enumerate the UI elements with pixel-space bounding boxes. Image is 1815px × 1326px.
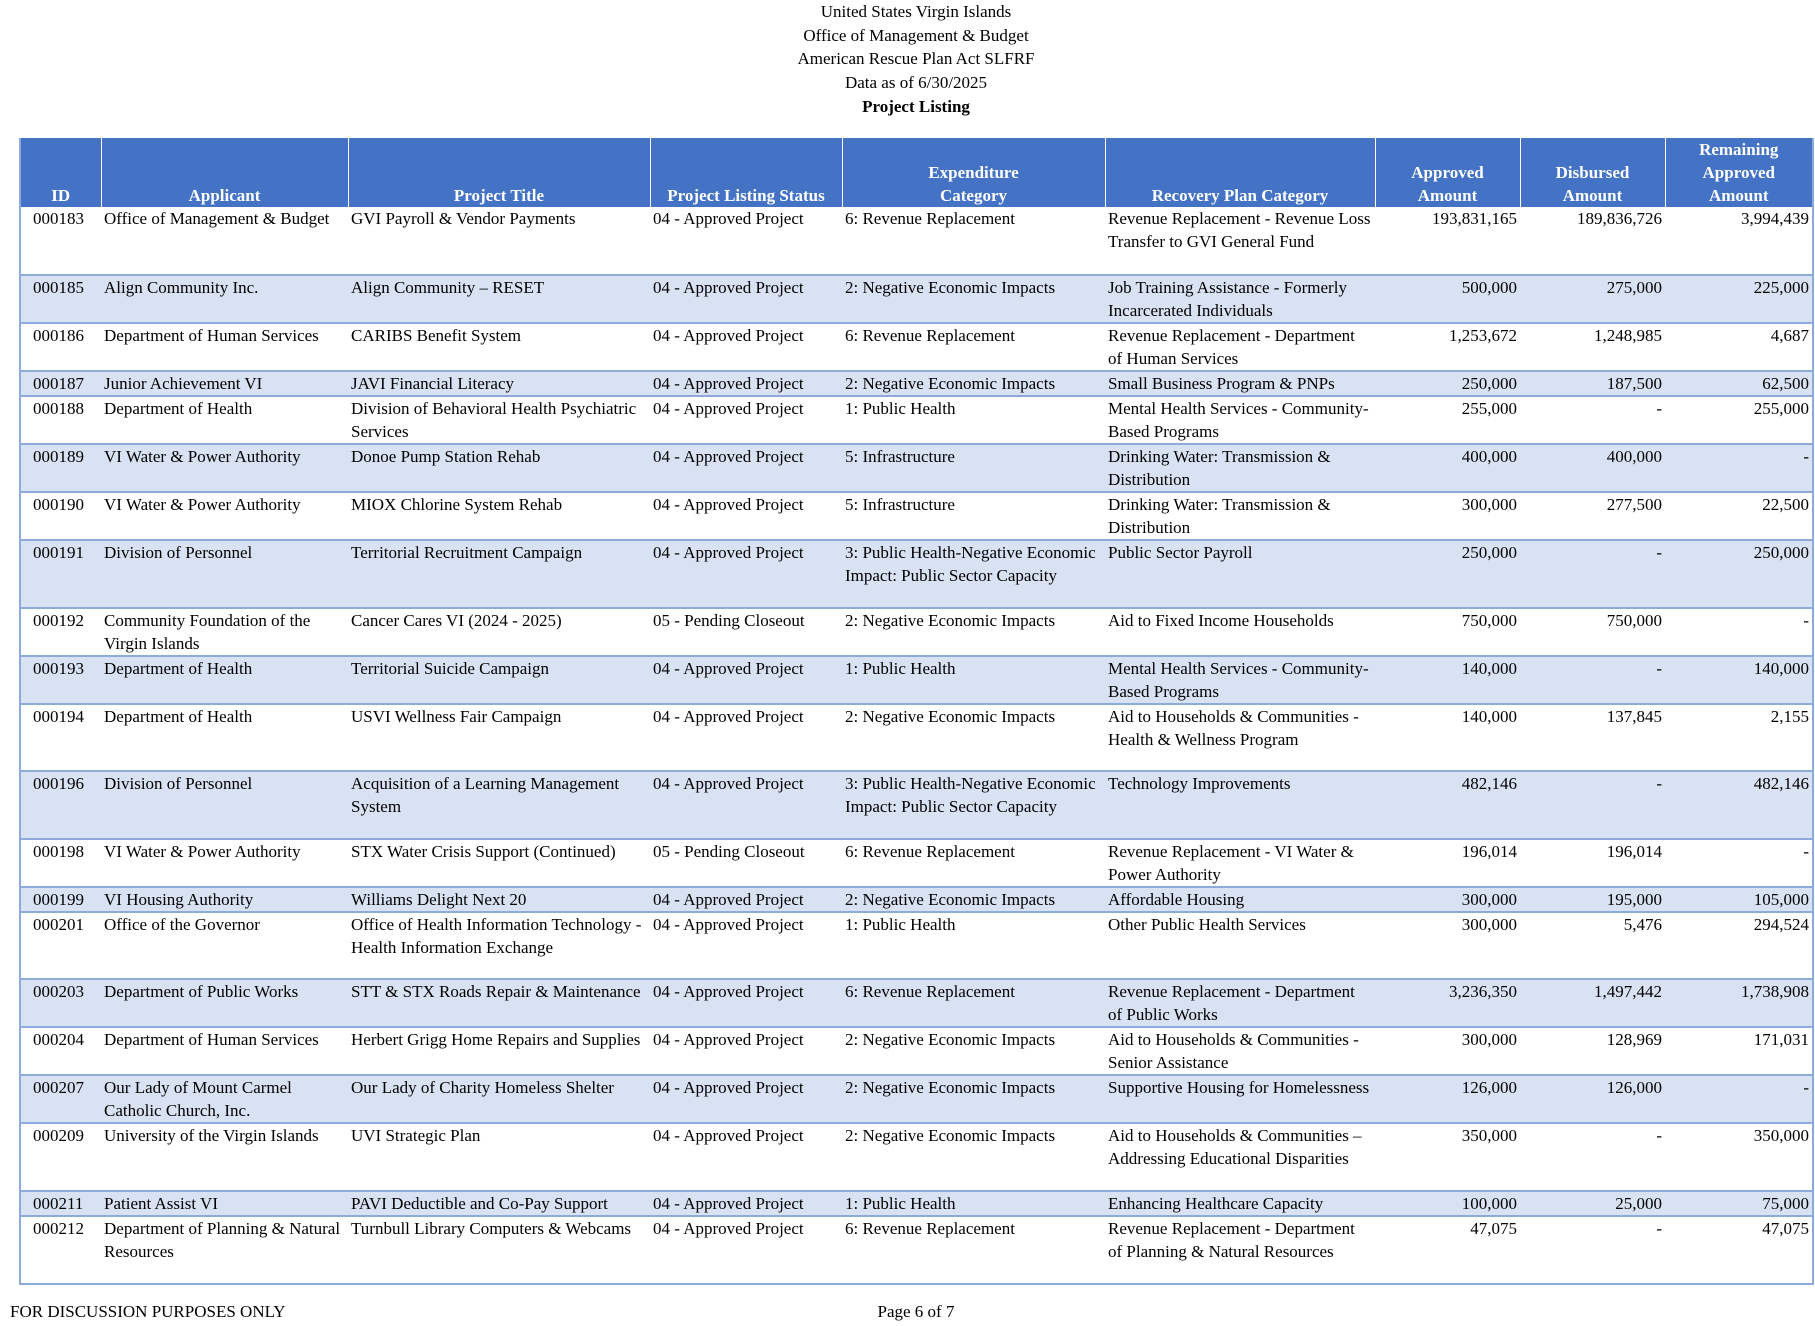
cell-project-title: Align Community – RESET (348, 275, 650, 323)
cell-status: 04 - Approved Project (650, 1123, 842, 1191)
cell-approved-amount: 250,000 (1375, 371, 1520, 396)
cell-status: 05 - Pending Closeout (650, 608, 842, 656)
cell-id: 000207 (20, 1075, 101, 1123)
cell-project-title: PAVI Deductible and Co-Pay Support (348, 1191, 650, 1216)
table-row (20, 275, 1813, 323)
column-header-disbursed-amount: Disbursed Amount (1520, 138, 1665, 207)
cell-id: 000186 (20, 323, 101, 371)
cell-status: 04 - Approved Project (650, 1216, 842, 1284)
table-row (20, 656, 1813, 704)
cell-applicant: Department of Health (101, 704, 348, 771)
cell-applicant: Department of Health (101, 396, 348, 444)
cell-applicant: Department of Planning & Natural Resources (101, 1216, 348, 1284)
cell-id: 000190 (20, 492, 101, 540)
cell-id: 000212 (20, 1216, 101, 1284)
cell-remaining-amount: 250,000 (1665, 540, 1813, 608)
cell-approved-amount: 100,000 (1375, 1191, 1520, 1216)
cell-disbursed-amount: 189,836,726 (1520, 207, 1665, 275)
cell-recovery-plan-category: Aid to Households & Communities – Addressing Educational Disparities (1105, 1123, 1375, 1191)
column-header-project-title: Project Title (348, 138, 650, 207)
table-row (20, 1216, 1813, 1284)
report-title: Project Listing (862, 96, 970, 116)
cell-recovery-plan-category: Other Public Health Services (1105, 912, 1375, 979)
cell-remaining-amount: 4,687 (1665, 323, 1813, 371)
cell-status: 04 - Approved Project (650, 540, 842, 608)
cell-recovery-plan-category: Affordable Housing (1105, 887, 1375, 912)
cell-applicant: Community Foundation of the Virgin Islands (101, 608, 348, 656)
cell-applicant: University of the Virgin Islands (101, 1123, 348, 1191)
cell-recovery-plan-category: Supportive Housing for Homelessness (1105, 1075, 1375, 1123)
cell-approved-amount: 300,000 (1375, 912, 1520, 979)
cell-remaining-amount: - (1665, 839, 1813, 887)
cell-disbursed-amount: 126,000 (1520, 1075, 1665, 1123)
cell-approved-amount: 350,000 (1375, 1123, 1520, 1191)
cell-approved-amount: 140,000 (1375, 656, 1520, 704)
cell-expenditure-category: 6: Revenue Replacement (842, 207, 1105, 275)
cell-id: 000187 (20, 371, 101, 396)
cell-approved-amount: 300,000 (1375, 1027, 1520, 1075)
cell-applicant: Department of Health (101, 656, 348, 704)
cell-expenditure-category: 6: Revenue Replacement (842, 839, 1105, 887)
cell-recovery-plan-category: Revenue Replacement - Department of Planning & Natural Resources (1105, 1216, 1375, 1284)
table-row (20, 444, 1813, 492)
cell-project-title: UVI Strategic Plan (348, 1123, 650, 1191)
cell-expenditure-category: 1: Public Health (842, 1191, 1105, 1216)
cell-disbursed-amount: - (1520, 1123, 1665, 1191)
cell-approved-amount: 196,014 (1375, 839, 1520, 887)
cell-project-title: USVI Wellness Fair Campaign (348, 704, 650, 771)
cell-expenditure-category: 2: Negative Economic Impacts (842, 887, 1105, 912)
cell-expenditure-category: 3: Public Health-Negative Economic Impact: Public Sector Capacity (842, 540, 1105, 608)
cell-disbursed-amount: 275,000 (1520, 275, 1665, 323)
cell-id: 000211 (20, 1191, 101, 1216)
cell-project-title: CARIBS Benefit System (348, 323, 650, 371)
cell-remaining-amount: - (1665, 1075, 1813, 1123)
cell-project-title: Acquisition of a Learning Management System (348, 771, 650, 839)
column-header-status: Project Listing Status (650, 138, 842, 207)
table-row (20, 396, 1813, 444)
column-header-applicant: Applicant (101, 138, 348, 207)
table-row (20, 887, 1813, 912)
cell-status: 04 - Approved Project (650, 323, 842, 371)
cell-id: 000183 (20, 207, 101, 275)
cell-approved-amount: 1,253,672 (1375, 323, 1520, 371)
cell-applicant: VI Water & Power Authority (101, 839, 348, 887)
cell-remaining-amount: 62,500 (1665, 371, 1813, 396)
cell-approved-amount: 3,236,350 (1375, 979, 1520, 1027)
cell-project-title: MIOX Chlorine System Rehab (348, 492, 650, 540)
cell-status: 04 - Approved Project (650, 275, 842, 323)
cell-recovery-plan-category: Revenue Replacement - Department of Public Works (1105, 979, 1375, 1027)
table-row (20, 979, 1813, 1027)
cell-project-title: Cancer Cares VI (2024 - 2025) (348, 608, 650, 656)
cell-disbursed-amount: - (1520, 1216, 1665, 1284)
cell-id: 000204 (20, 1027, 101, 1075)
cell-expenditure-category: 6: Revenue Replacement (842, 979, 1105, 1027)
cell-recovery-plan-category: Aid to Households & Communities - Health & Wellness Program (1105, 704, 1375, 771)
cell-status: 04 - Approved Project (650, 396, 842, 444)
cell-applicant: Department of Public Works (101, 979, 348, 1027)
cell-id: 000191 (20, 540, 101, 608)
column-header-recovery-plan-category: Recovery Plan Category (1105, 138, 1375, 207)
cell-expenditure-category: 2: Negative Economic Impacts (842, 704, 1105, 771)
table-row (20, 608, 1813, 656)
column-header-remaining-amount: Remaining Approved Amount (1665, 138, 1813, 207)
cell-id: 000199 (20, 887, 101, 912)
header-line-date: Data as of 6/30/2025 (844, 73, 988, 93)
cell-disbursed-amount: 196,014 (1520, 839, 1665, 887)
cell-status: 04 - Approved Project (650, 492, 842, 540)
cell-recovery-plan-category: Revenue Replacement - Department of Human Services (1105, 323, 1375, 371)
cell-applicant: Patient Assist VI (101, 1191, 348, 1216)
cell-applicant: Division of Personnel (101, 540, 348, 608)
cell-project-title: GVI Payroll & Vendor Payments (348, 207, 650, 275)
cell-id: 000203 (20, 979, 101, 1027)
cell-recovery-plan-category: Mental Health Services - Community-Based Programs (1105, 396, 1375, 444)
cell-recovery-plan-category: Drinking Water: Transmission & Distribution (1105, 492, 1375, 540)
cell-approved-amount: 255,000 (1375, 396, 1520, 444)
cell-expenditure-category: 6: Revenue Replacement (842, 323, 1105, 371)
cell-remaining-amount: 225,000 (1665, 275, 1813, 323)
table-row (20, 1075, 1813, 1123)
cell-status: 04 - Approved Project (650, 704, 842, 771)
column-header-expenditure-category: Expenditure Category (842, 138, 1105, 207)
cell-applicant: VI Water & Power Authority (101, 492, 348, 540)
cell-disbursed-amount: 750,000 (1520, 608, 1665, 656)
cell-expenditure-category: 2: Negative Economic Impacts (842, 1075, 1105, 1123)
cell-status: 04 - Approved Project (650, 771, 842, 839)
cell-disbursed-amount: 187,500 (1520, 371, 1665, 396)
cell-project-title: Williams Delight Next 20 (348, 887, 650, 912)
cell-id: 000201 (20, 912, 101, 979)
cell-project-title: JAVI Financial Literacy (348, 371, 650, 396)
cell-id: 000194 (20, 704, 101, 771)
cell-recovery-plan-category: Revenue Replacement - Revenue Loss Transfer to GVI General Fund (1105, 207, 1375, 275)
cell-applicant: Office of Management & Budget (101, 207, 348, 275)
cell-remaining-amount: 3,994,439 (1665, 207, 1813, 275)
cell-expenditure-category: 6: Revenue Replacement (842, 1216, 1105, 1284)
header-line-program: American Rescue Plan Act SLFRF (797, 49, 1035, 69)
cell-status: 04 - Approved Project (650, 1191, 842, 1216)
cell-project-title: Herbert Grigg Home Repairs and Supplies (348, 1027, 650, 1075)
cell-expenditure-category: 3: Public Health-Negative Economic Impact: Public Sector Capacity (842, 771, 1105, 839)
cell-status: 04 - Approved Project (650, 444, 842, 492)
cell-id: 000189 (20, 444, 101, 492)
cell-expenditure-category: 2: Negative Economic Impacts (842, 1123, 1105, 1191)
cell-approved-amount: 400,000 (1375, 444, 1520, 492)
table-row (20, 912, 1813, 979)
cell-disbursed-amount: 5,476 (1520, 912, 1665, 979)
cell-applicant: VI Housing Authority (101, 887, 348, 912)
cell-approved-amount: 300,000 (1375, 887, 1520, 912)
cell-recovery-plan-category: Mental Health Services - Community-Based Programs (1105, 656, 1375, 704)
cell-recovery-plan-category: Revenue Replacement - VI Water & Power Authority (1105, 839, 1375, 887)
cell-remaining-amount: - (1665, 444, 1813, 492)
cell-remaining-amount: 350,000 (1665, 1123, 1813, 1191)
cell-expenditure-category: 2: Negative Economic Impacts (842, 608, 1105, 656)
cell-project-title: Turnbull Library Computers & Webcams (348, 1216, 650, 1284)
cell-recovery-plan-category: Small Business Program & PNPs (1105, 371, 1375, 396)
cell-recovery-plan-category: Aid to Households & Communities - Senior Assistance (1105, 1027, 1375, 1075)
cell-recovery-plan-category: Technology Improvements (1105, 771, 1375, 839)
cell-remaining-amount: 105,000 (1665, 887, 1813, 912)
cell-status: 04 - Approved Project (650, 371, 842, 396)
column-header-id: ID (20, 138, 101, 207)
cell-approved-amount: 482,146 (1375, 771, 1520, 839)
cell-remaining-amount: 75,000 (1665, 1191, 1813, 1216)
cell-applicant: Office of the Governor (101, 912, 348, 979)
cell-expenditure-category: 1: Public Health (842, 656, 1105, 704)
cell-expenditure-category: 5: Infrastructure (842, 444, 1105, 492)
cell-status: 05 - Pending Closeout (650, 839, 842, 887)
cell-applicant: Align Community Inc. (101, 275, 348, 323)
table-row (20, 540, 1813, 608)
cell-recovery-plan-category: Job Training Assistance - Formerly Incarcerated Individuals (1105, 275, 1375, 323)
table-header-row (20, 138, 1813, 207)
cell-disbursed-amount: 277,500 (1520, 492, 1665, 540)
cell-project-title: Territorial Suicide Campaign (348, 656, 650, 704)
cell-applicant: Our Lady of Mount Carmel Catholic Church, Inc. (101, 1075, 348, 1123)
cell-expenditure-category: 2: Negative Economic Impacts (842, 275, 1105, 323)
header-line-office: Office of Management & Budget (803, 25, 1029, 45)
cell-disbursed-amount: - (1520, 396, 1665, 444)
cell-id: 000193 (20, 656, 101, 704)
cell-id: 000188 (20, 396, 101, 444)
cell-disbursed-amount: 1,248,985 (1520, 323, 1665, 371)
cell-remaining-amount: - (1665, 608, 1813, 656)
cell-project-title: Office of Health Information Technology - Health Information Exchange (348, 912, 650, 979)
cell-remaining-amount: 22,500 (1665, 492, 1813, 540)
cell-status: 04 - Approved Project (650, 887, 842, 912)
table-row (20, 1027, 1813, 1075)
cell-remaining-amount: 255,000 (1665, 396, 1813, 444)
cell-remaining-amount: 482,146 (1665, 771, 1813, 839)
cell-applicant: Division of Personnel (101, 771, 348, 839)
cell-disbursed-amount: - (1520, 656, 1665, 704)
cell-project-title: Territorial Recruitment Campaign (348, 540, 650, 608)
cell-status: 04 - Approved Project (650, 207, 842, 275)
cell-id: 000185 (20, 275, 101, 323)
cell-status: 04 - Approved Project (650, 912, 842, 979)
cell-expenditure-category: 5: Infrastructure (842, 492, 1105, 540)
cell-disbursed-amount: 1,497,442 (1520, 979, 1665, 1027)
cell-project-title: Our Lady of Charity Homeless Shelter (348, 1075, 650, 1123)
cell-status: 04 - Approved Project (650, 1075, 842, 1123)
cell-approved-amount: 47,075 (1375, 1216, 1520, 1284)
cell-disbursed-amount: 195,000 (1520, 887, 1665, 912)
cell-disbursed-amount: 25,000 (1520, 1191, 1665, 1216)
cell-approved-amount: 193,831,165 (1375, 207, 1520, 275)
cell-id: 000192 (20, 608, 101, 656)
table-row (20, 1123, 1813, 1191)
report-header (0, 0, 1815, 118)
discussion-disclaimer: FOR DISCUSSION PURPOSES ONLY (10, 1302, 286, 1321)
cell-remaining-amount: 2,155 (1665, 704, 1813, 771)
cell-remaining-amount: 294,524 (1665, 912, 1813, 979)
table-row (20, 771, 1813, 839)
cell-remaining-amount: 1,738,908 (1665, 979, 1813, 1027)
cell-recovery-plan-category: Public Sector Payroll (1105, 540, 1375, 608)
cell-recovery-plan-category: Drinking Water: Transmission & Distribution (1105, 444, 1375, 492)
table-row (20, 1191, 1813, 1216)
cell-approved-amount: 750,000 (1375, 608, 1520, 656)
cell-applicant: Junior Achievement VI (101, 371, 348, 396)
cell-approved-amount: 500,000 (1375, 275, 1520, 323)
cell-expenditure-category: 1: Public Health (842, 912, 1105, 979)
cell-approved-amount: 300,000 (1375, 492, 1520, 540)
cell-status: 04 - Approved Project (650, 656, 842, 704)
table-row (20, 207, 1813, 275)
cell-expenditure-category: 2: Negative Economic Impacts (842, 1027, 1105, 1075)
cell-disbursed-amount: - (1520, 540, 1665, 608)
cell-project-title: Division of Behavioral Health Psychiatric Services (348, 396, 650, 444)
cell-id: 000198 (20, 839, 101, 887)
cell-approved-amount: 250,000 (1375, 540, 1520, 608)
column-header-approved-amount: Approved Amount (1375, 138, 1520, 207)
cell-applicant: Department of Human Services (101, 1027, 348, 1075)
cell-id: 000209 (20, 1123, 101, 1191)
table-row (20, 371, 1813, 396)
cell-remaining-amount: 171,031 (1665, 1027, 1813, 1075)
page-number: Page 6 of 7 (877, 1302, 955, 1321)
cell-applicant: VI Water & Power Authority (101, 444, 348, 492)
cell-applicant: Department of Human Services (101, 323, 348, 371)
cell-approved-amount: 140,000 (1375, 704, 1520, 771)
cell-id: 000196 (20, 771, 101, 839)
cell-project-title: STX Water Crisis Support (Continued) (348, 839, 650, 887)
table-row (20, 323, 1813, 371)
cell-expenditure-category: 2: Negative Economic Impacts (842, 371, 1105, 396)
project-listing-table (19, 138, 1814, 1285)
cell-expenditure-category: 1: Public Health (842, 396, 1105, 444)
cell-recovery-plan-category: Aid to Fixed Income Households (1105, 608, 1375, 656)
header-line-territory: United States Virgin Islands (820, 2, 1012, 21)
cell-approved-amount: 126,000 (1375, 1075, 1520, 1123)
cell-disbursed-amount: 137,845 (1520, 704, 1665, 771)
cell-remaining-amount: 47,075 (1665, 1216, 1813, 1284)
cell-status: 04 - Approved Project (650, 979, 842, 1027)
cell-status: 04 - Approved Project (650, 1027, 842, 1075)
cell-recovery-plan-category: Enhancing Healthcare Capacity (1105, 1191, 1375, 1216)
table-row (20, 492, 1813, 540)
table-row (20, 839, 1813, 887)
cell-disbursed-amount: - (1520, 771, 1665, 839)
cell-disbursed-amount: 400,000 (1520, 444, 1665, 492)
cell-disbursed-amount: 128,969 (1520, 1027, 1665, 1075)
cell-remaining-amount: 140,000 (1665, 656, 1813, 704)
cell-project-title: Donoe Pump Station Rehab (348, 444, 650, 492)
cell-project-title: STT & STX Roads Repair & Maintenance (348, 979, 650, 1027)
table-row (20, 704, 1813, 771)
